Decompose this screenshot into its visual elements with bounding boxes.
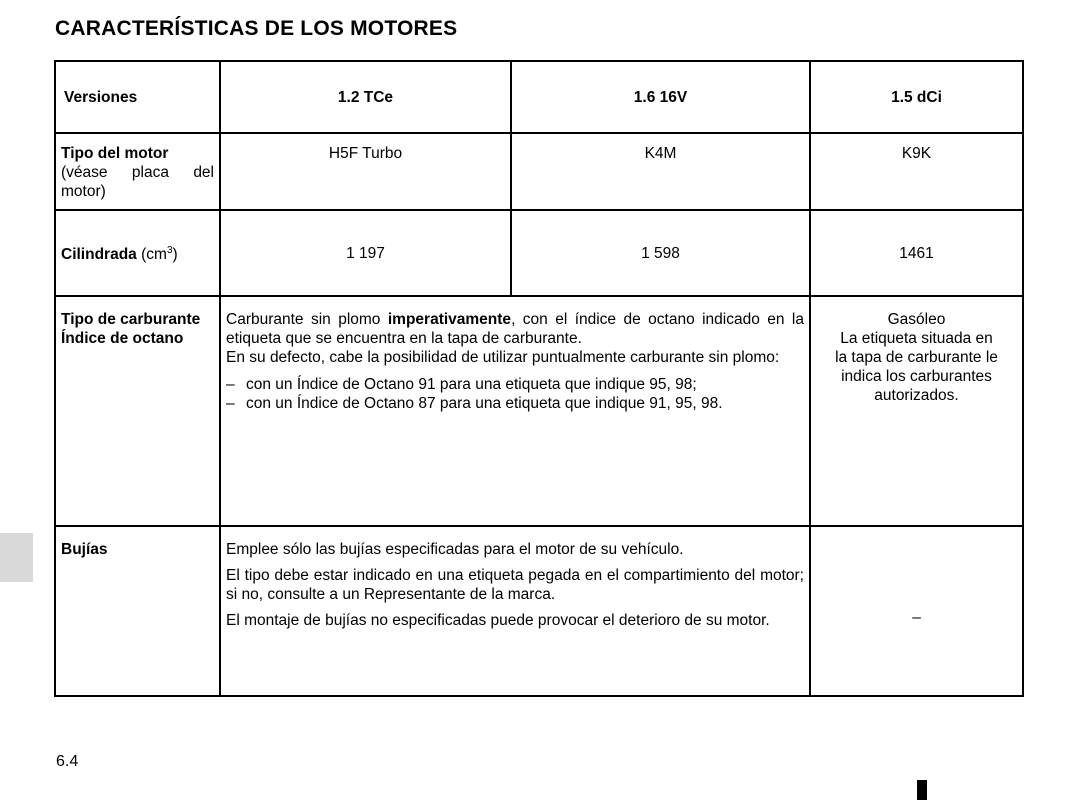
label-motor-type-note-1: (véase placa del [61,164,214,181]
spark-plugs-text-1: Emplee sólo las bujías especificadas para el motor de su vehículo. [226,541,684,558]
fuel-text-before: Carburante sin plomo [226,311,388,328]
label-octane-index: Índice de octano [61,330,184,347]
page-title: CARACTERÍSTICAS DE LOS MOTORES [55,17,458,40]
table-row-displacement [55,210,1023,296]
diesel-line-4: indica los carburantes [841,368,992,385]
fuel-bullet-2: con un Índice de Octano 87 para una etiqueta que indique 91, 95, 98. [246,395,723,412]
cell-motor-1-6-16v: K4M [511,133,810,210]
fuel-main-text [226,310,804,348]
label-motor-type [55,133,220,210]
label-displacement-unit-open: (cm [136,246,167,264]
header-1-2-tce: 1.2 TCe [220,61,511,133]
spark-plugs-text-3: El montaje de bujías no especificadas puede provocar el deterioro de su motor. [226,612,770,629]
header-1-6-16v: 1.6 16V [511,61,810,133]
dash-mark: – [226,395,235,412]
fuel-default-text: En su defecto, cabe la posibilidad de utilizar puntualmente carburante sin plomo: [226,349,780,366]
cell-fuel-diesel [810,296,1023,526]
table-row-fuel [55,296,1023,526]
diesel-line-5: autorizados. [874,387,959,404]
chapter-tab [0,533,33,582]
cell-spark-plugs-petrol [220,526,810,696]
cell-motor-1-2-tce: H5F Turbo [220,133,511,210]
header-versions: Versiones [55,61,220,133]
label-displacement-unit-close: ) [172,246,178,264]
dash-mark: – [226,376,235,393]
label-motor-type-title: Tipo del motor [61,145,169,162]
cell-spark-plugs-diesel: – [810,526,1023,696]
diesel-line-3: la tapa de carburante le [835,349,998,366]
fuel-bullet-1: con un Índice de Octano 91 para una etiqueta que indique 95, 98; [246,376,697,393]
table-row-spark-plugs [55,526,1023,696]
fuel-octane-list [226,375,804,413]
cell-motor-1-5-dci: K9K [810,133,1023,210]
header-1-5-dci: 1.5 dCi [810,61,1023,133]
label-motor-type-note-2: motor) [61,183,106,200]
diesel-line-2: La etiqueta situada en [840,330,993,347]
cell-displacement-1-6-16v: 1 598 [511,210,810,296]
page-number: 6.4 [56,753,79,770]
fuel-text-after: , con el índice de octano indicado en la etiqueta que se encuentra en la tapa de carburante. [226,311,805,347]
cell-fuel-petrol [220,296,810,526]
corner-mark [917,780,927,800]
engine-specs-table [54,60,1024,697]
table-row-motor-type [55,133,1023,210]
label-displacement [55,210,220,296]
diesel-line-1: Gasóleo [887,311,946,328]
label-fuel-type: Tipo de carburante [61,311,201,328]
table-header-row [55,61,1023,133]
cell-displacement-1-2-tce: 1 197 [220,210,511,296]
cell-displacement-1-5-dci: 1461 [810,210,1023,296]
label-fuel [55,296,220,526]
list-item [226,394,804,413]
label-displacement-unit-sup: 3 [166,245,173,257]
spark-plugs-text-2: El tipo debe estar indicado en una etiqueta pegada en el compartimiento del motor; si no, consulte a un Representante de la marca. [226,567,804,603]
fuel-text-bold: imperativamente [387,311,512,328]
label-displacement-title: Cilindrada [61,246,137,264]
label-spark-plugs: Bujías [55,526,220,696]
list-item [226,375,804,394]
